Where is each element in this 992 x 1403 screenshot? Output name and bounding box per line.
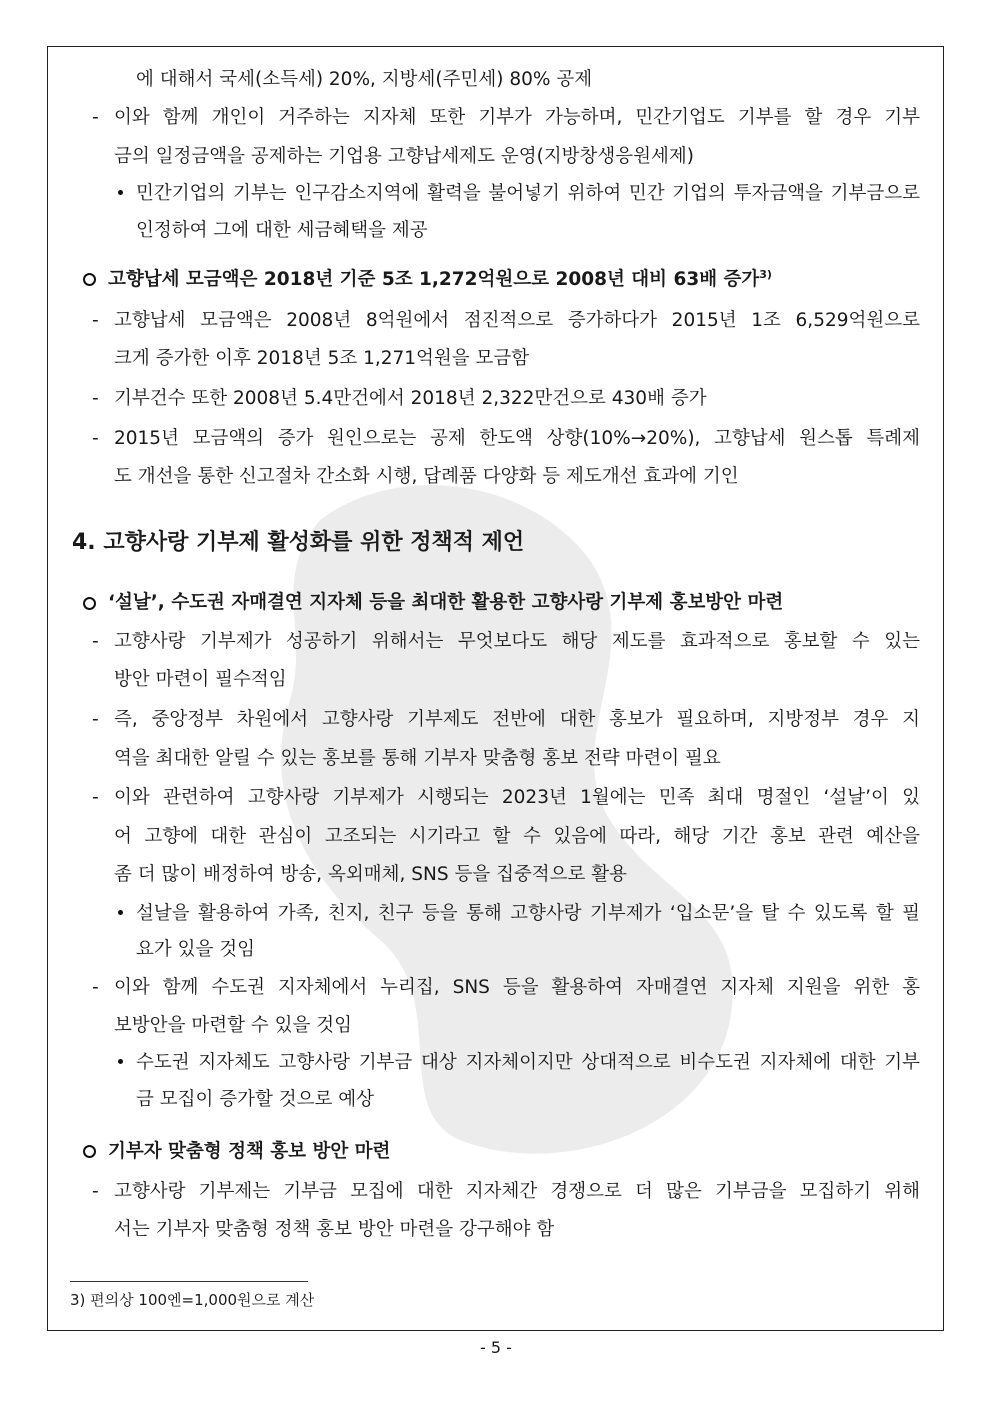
text-line: 이와 관련하여 고향사랑 기부제가 시행되는 2023년 1월에는 민족 최대 명절인 ‘설날’이 있 (114, 787, 920, 808)
heading-line: 기부자 맞춤형 정책 홍보 방안 마련 (108, 1141, 391, 1162)
text-line: 금 모집이 증가할 것으로 예상 (136, 1089, 374, 1110)
text-line: 수도권 지자체도 고향사랑 기부금 대상 지자체이지만 상대적으로 비수도권 지자체에 대한 기부 (136, 1052, 920, 1073)
text-line: 보방안을 마련할 수 있을 것임 (114, 1015, 352, 1036)
text-line: 요가 있을 것임 (136, 939, 255, 960)
bullet-dot (118, 190, 123, 195)
dash-marker: - (92, 1181, 99, 1202)
section-title: 4. 고향사랑 기부제 활성화를 위한 정책적 제언 (72, 530, 525, 555)
circle-bullet-icon (83, 1145, 96, 1158)
text-line: 방안 마련이 필수적임 (114, 669, 287, 690)
text-line: 크게 증가한 이후 2018년 5조 1,271억원을 모금함 (114, 348, 530, 369)
circle-bullet-icon (83, 597, 96, 610)
heading-text: 고향납세 모금액은 2018년 기준 5조 1,272억원으로 2008년 대비 63배 증가 (108, 269, 760, 290)
heading-line: ‘설날’, 수도권 자매결연 지자체 등을 최대한 활용한 고향사랑 기부제 홍보방안 마련 (108, 592, 784, 613)
text-line: 서는 기부자 맞춤형 정책 홍보 방안 마련을 강구해야 함 (114, 1219, 555, 1240)
footnote-rule (70, 1281, 308, 1282)
text-line: 고향납세 모금액은 2008년 8억원에서 점진적으로 증가하다가 2015년 1조 6,529억원으로 (114, 310, 920, 331)
text-line: 즉, 중앙정부 차원에서 고향사랑 기부제도 전반에 대한 홍보가 필요하며, 지방정부 경우 지 (114, 709, 920, 730)
dash-marker: - (92, 388, 99, 409)
bullet-dot (118, 910, 123, 915)
dash-marker: - (92, 107, 99, 128)
dash-marker: - (92, 310, 99, 331)
text-line: 기부건수 또한 2008년 5.4만건에서 2018년 2,322만건으로 430배 증가 (114, 388, 707, 409)
dash-marker: - (92, 631, 99, 652)
heading-line (108, 268, 772, 292)
text-line: 민간기업의 기부는 인구감소지역에 활력을 불어넣기 위하여 민간 기업의 투자금액을 기부금으로 (136, 183, 920, 204)
text-line: 역을 최대한 알릴 수 있는 홍보를 통해 기부자 맞춤형 홍보 전략 마련이 필요 (114, 748, 721, 769)
text-line: 어 고향에 대한 관심이 고조되는 시기라고 할 수 있음에 따라, 해당 기간 홍보 관련 예산을 (114, 826, 920, 847)
page-number: - 5 - (480, 1338, 512, 1357)
dash-marker: - (92, 428, 99, 449)
text-line: 금의 일정금액을 공제하는 기업용 고향납세제도 운영(지방창생응원세제) (114, 146, 694, 167)
text-line: 도 개선을 통한 신고절차 간소화 시행, 답례품 다양화 등 제도개선 효과에 기인 (114, 466, 739, 487)
text-line: 고향사랑 기부제는 기부금 모집에 대한 지자체간 경쟁으로 더 많은 기부금을 모집하기 위해 (114, 1181, 920, 1202)
bullet-dot (118, 1059, 123, 1064)
text-line: 이와 함께 수도권 지자체에서 누리집, SNS 등을 활용하여 자매결연 지자체 지원을 위한 홍 (114, 977, 920, 998)
footnote-ref: 3) (759, 267, 772, 281)
text-line: 설날을 활용하여 가족, 친지, 친구 등을 통해 고향사랑 기부제가 ‘입소문’을 탈 수 있도록 할 필 (136, 903, 920, 924)
circle-bullet-icon (83, 273, 96, 286)
text-line: 고향사랑 기부제가 성공하기 위해서는 무엇보다도 해당 제도를 효과적으로 홍보할 수 있는 (114, 631, 920, 652)
footnote: 3) 편의상 100엔=1,000원으로 계산 (70, 1291, 315, 1309)
text-line: 인정하여 그에 대한 세금혜택을 제공 (136, 220, 428, 241)
text-line: 이와 함께 개인이 거주하는 지자체 또한 기부가 가능하며, 민간기업도 기부를 할 경우 기부 (114, 107, 920, 128)
text-line: 2015년 모금액의 증가 원인으로는 공제 한도액 상향(10%→20%), 고향납세 원스톱 특례제 (114, 428, 920, 449)
dash-marker: - (92, 977, 99, 998)
text-line: 에 대해서 국세(소득세) 20%, 지방세(주민세) 80% 공제 (136, 69, 593, 90)
dash-marker: - (92, 787, 99, 808)
text-line: 좀 더 많이 배정하여 방송, 옥외매체, SNS 등을 집중적으로 활용 (114, 864, 628, 885)
dash-marker: - (92, 709, 99, 730)
